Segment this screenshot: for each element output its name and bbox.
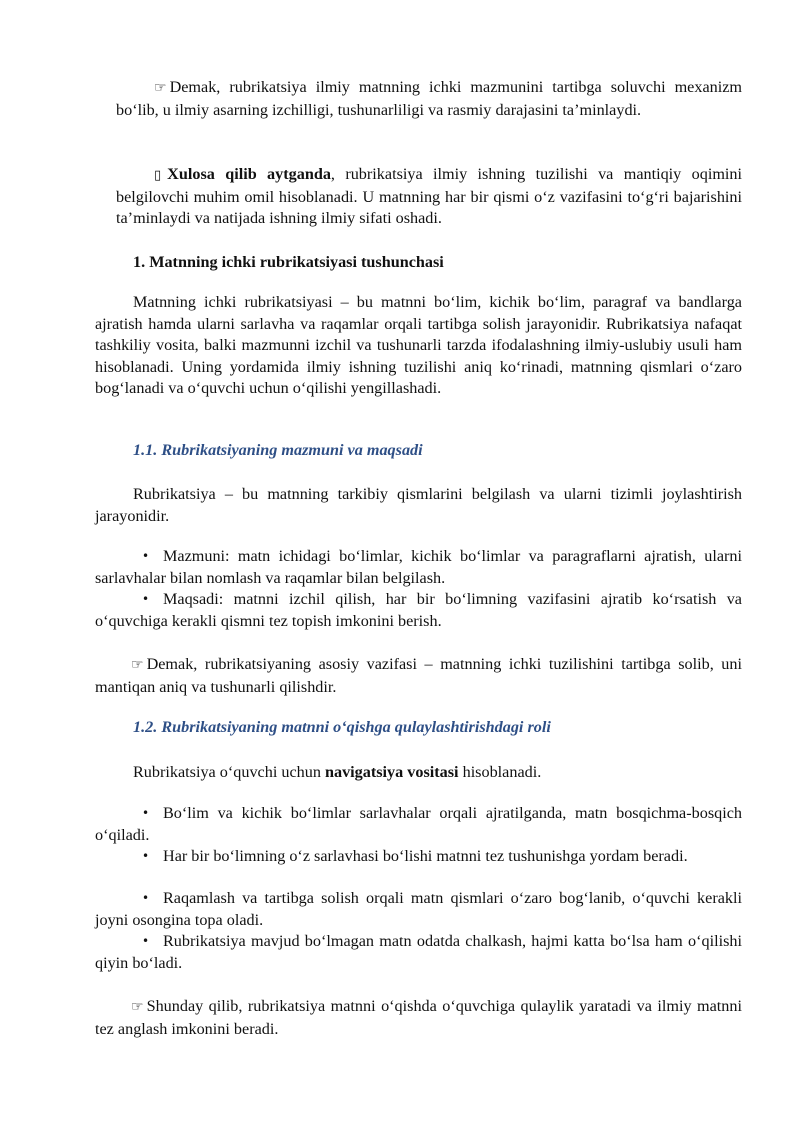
paragraph-conclusion-3: ☞ Shunday qilib, rubrikatsiya matnni o‘qishda o‘quvchiga qulaylik yaratadi va ilmiy matnni tez anglash imkonini beradi. (95, 997, 742, 1038)
paragraph-rubrication-intro: Rubrikatsiya – bu matnning tarkibiy qismlarini belgilash va ularni tizimli joylashtirish jarayonidir. (95, 485, 742, 525)
paragraph-definition: Matnning ichki rubrikatsiyasi – bu matnni bo‘lim, kichik bo‘lim, paragraf va bandlarga ajratish hamda ularni sarlavha va raqamlar orqali tartibga solish jarayonidir. Rubrikatsiya nafaqat tashkiliy vosita, balki mazmunni izchil va tushunarli tarzda ifodalashning ilmiy-uslubiy usuli ham hisoblanadi. Uning yordamida ilmiy ishning tuzilishi aniq ko‘rinadi, matnning qismlari o‘zaro bog‘lanadi va o‘quvchi uchun o‘qilishi yengillashadi. (95, 293, 742, 397)
bullet-dot-icon: • (142, 592, 150, 606)
list-item: • Raqamlash va tartibga solish orqali matn qismlari o‘zaro bog‘lanib, o‘quvchi kerakli joyni osongina topa oladi. (95, 889, 742, 929)
navigation-tool-bold: navigatsiya vositasi (324, 763, 459, 781)
bullet-dot-icon: • (142, 849, 150, 863)
paragraph-conclusion-2: ☞ Demak, rubrikatsiyaning asosiy vazifasi – matnning ichki tuzilishini tartibga solib, uni mantiqan aniq va tushunarli qilishdir. (95, 655, 742, 696)
bullet-dot-icon: • (142, 549, 150, 563)
pointing-hand-icon: ☞ (154, 80, 167, 96)
list-item: • Mazmuni: matn ichidagi bo‘limlar, kichik bo‘limlar va paragraflarni ajratish, ularni sarlavhalar bilan nomlash va raqamlar bilan belgilash. (95, 547, 742, 587)
subsection-heading-1-2: 1.2. Rubrikatsiyaning matnni o‘qishga qulaylashtirishdagi roli (133, 718, 551, 736)
list-item: • Maqsadi: matnni izchil qilish, har bir bo‘limning vazifasini ajratib ko‘rsatish va o‘quvchiga kerakli qismni tez topish imkonini berish. (95, 590, 742, 630)
bullet-dot-icon: • (142, 806, 150, 820)
paragraph-navigation: Rubrikatsiya o‘quvchi uchun navigatsiya vositasi hisoblanadi. (133, 763, 542, 781)
section-heading-1: 1. Matnning ichki rubrikatsiyasi tushunchasi (133, 253, 444, 271)
summary-lead-bold: Xulosa qilib aytganda (167, 165, 331, 183)
bullet-dot-icon: • (142, 934, 150, 948)
missing-glyph-box-icon: ▯ (154, 168, 162, 183)
list-item: • Har bir bo‘limning o‘z sarlavhasi bo‘lishi matnni tez tushunishga yordam beradi. (95, 846, 742, 868)
list-item: • Bo‘lim va kichik bo‘limlar sarlavhalar orqali ajratilganda, matn bosqichma-bosqich o‘qiladi. (95, 804, 742, 844)
paragraph-conclusion-1: ☞ Demak, rubrikatsiya ilmiy matnning ichki mazmunini tartibga soluvchi mexanizm bo‘lib, u ilmiy asarning izchilligi, tushunarliligi va rasmiy darajasini ta’minlaydi. (116, 78, 742, 119)
paragraph-summary: ▯ Xulosa qilib aytganda, rubrikatsiya ilmiy ishning tuzilishi va mantiqiy oqimini belgilovchi muhim omil hisoblanadi. U matnning har bir qismi o‘z vazifasini to‘g‘ri bajarishini ta’minlaydi va natijada ishning ilmiy sifati oshadi. (116, 165, 742, 227)
subsection-heading-1-1: 1.1. Rubrikatsiyaning mazmuni va maqsadi (133, 441, 423, 459)
pointing-hand-icon: ☞ (131, 999, 144, 1015)
pointing-hand-icon: ☞ (131, 657, 144, 673)
list-item: • Rubrikatsiya mavjud bo‘lmagan matn odatda chalkash, hajmi katta bo‘lsa ham o‘qilishi qiyin bo‘ladi. (95, 932, 742, 972)
bullet-dot-icon: • (142, 891, 150, 905)
